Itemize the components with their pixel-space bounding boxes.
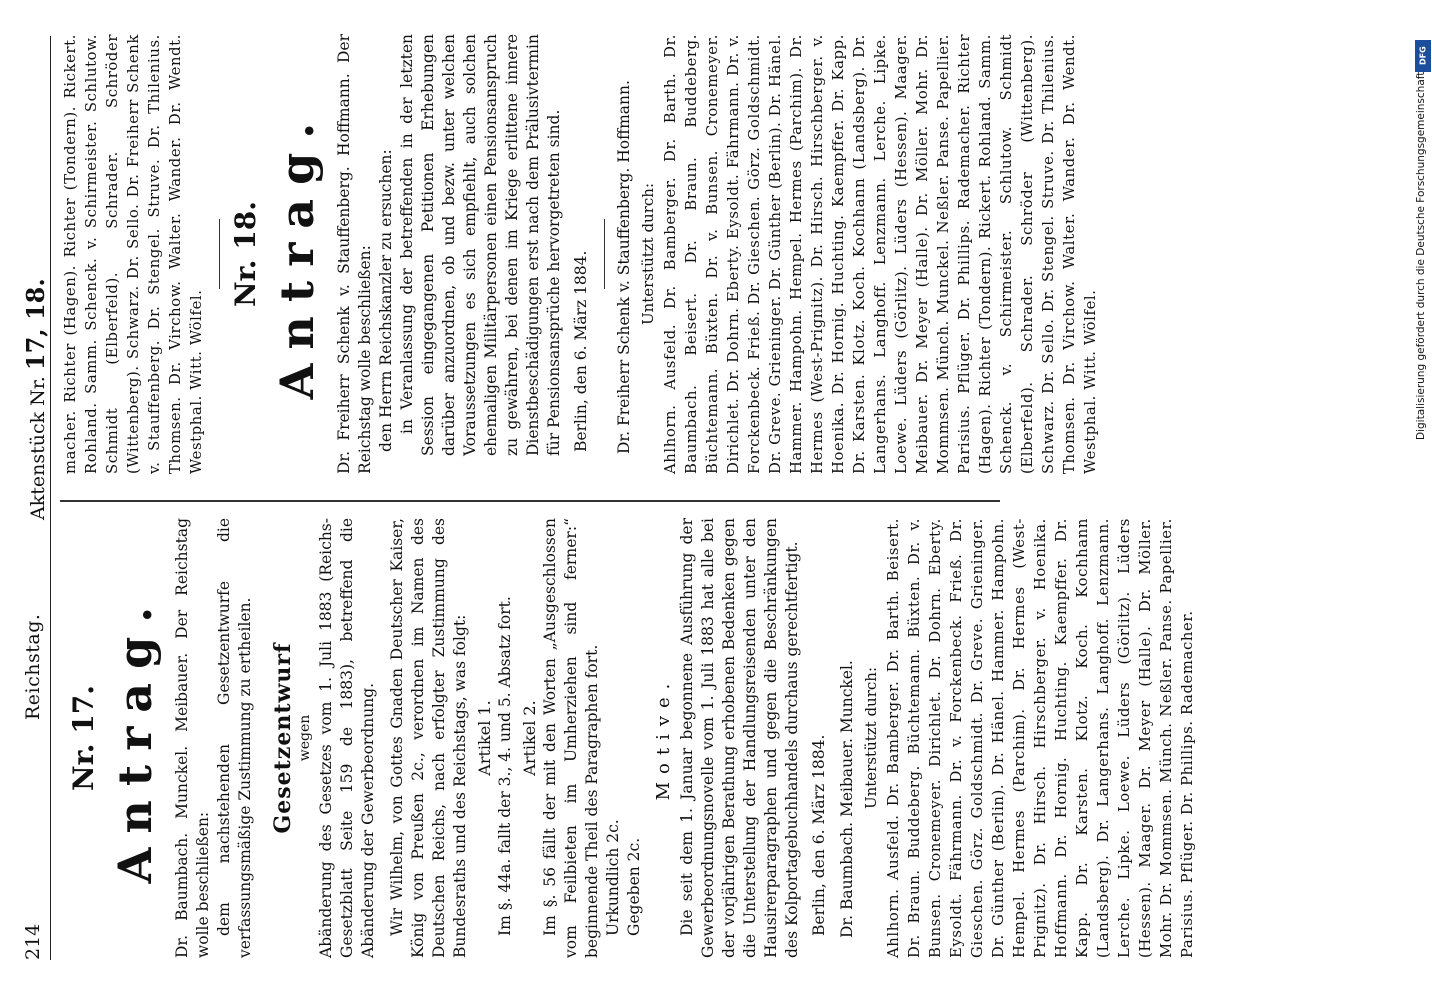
dfg-credit-text: Digitalisierung gefördert durch die Deutsche Forschungsgemeinschaft	[1415, 71, 1427, 440]
antrag18-signers: Dr. Freiherr Schenk v. Stauffenberg. Hoffmann.	[615, 80, 633, 454]
artikel2-text: Im §. 56 fällt der mit den Worten „Ausgeschlossen vom Feilbieten im Umherziehen sind ferner:“ beginnende Theil des Paragraphen fort.	[541, 518, 601, 958]
antrag17-supporters: Ahlhorn. Ausfeld. Dr. Bamberger. Dr. Barth. Beisert. Dr. Braun. Buddeberg. Büchtemann. Büxten. Dr. v. Bunsen. Cronemeyer. Dirichlet. Dr. Dohrn. Eberty. Eysoldt. Fährmann. Dr. v. Forckenbeck. Frieß. Dr. Gieschen. Görz. Goldschmidt. Dr. Greve. Grieninger. Dr. Günther (Berlin). Dr. Hänel. Hammer. Hampohn. Hempel. Hermes (Parchim). Dr. Hermes (West-Prignitz). Dr. Hirsch. Hirschberger. v. Hoenika. Hoffmann. Dr. Hornig. Huchting. Kaempffer. Dr. Kapp. Dr. Karsten. Klotz. Koch. Kochhann (Landsberg). Dr. Langerhans. Langhoff. Lenzmann. Lerche. Lipke. Loewe. Lüders (Görlitz). Lüders (Hessen). Maager. Dr. Meyer (Halle). Dr. Möller. Mohr. Dr. Mommsen. Münch. Neßler. Panse. Papellier. Parisius. Pflüger. Dr. Phillips. Rademacher.	[884, 518, 1196, 958]
antrag18-body: in Veranlassung der betreffenden in der letzten Session eingegangenen Petitionen Erhebungen darüber anzuordnen, ob und bezw. unter welchen Voraussetzungen es sich empfiehlt, auch solchen ehemaligen Militärpersonen einen Pensionsanspruch zu gewähren, bei denen im Kriege erlittene innere Dienstbeschädigungen erst nach dem Prälusivtermin für Pensionsansprüche hervorgetreten sind.	[398, 34, 563, 456]
antrag18-title: Antrag.	[270, 108, 324, 400]
left-column	[60, 518, 1198, 958]
gesetz-description: Abänderung des Gesetzes vom 1. Juli 1883 (Reichs-Gesetzblatt Seite 159 de 1883), betreffend die Abänderung der Gewerbeordnung.	[317, 518, 377, 958]
right-column	[60, 34, 1101, 474]
header-right-numbers: 17, 18.	[21, 278, 50, 371]
antrag18-unterstuetzt: Unterstützt durch:	[638, 182, 657, 326]
column-divider	[60, 501, 1000, 503]
header-right-prefix: Aktenstück Nr.	[27, 376, 49, 520]
preamble: Wir Wilhelm, von Gottes Gnaden Deutscher Kaiser, König von Preußen 2c., verordnen im Namen des Deutschen Reichs, nach erfolgter Zustimmung des Bundesraths und des Reichstags, was folgt:	[388, 518, 469, 958]
section-rule	[219, 219, 220, 289]
nr18-heading: Nr. 18.	[229, 201, 262, 307]
antrag18-intro: Dr. Freiherr Schenk v. Stauffenberg. Hoffmann. Der Reichstag wolle beschließen:	[335, 34, 374, 474]
antrag17-supporters-continued: macher. Richter (Hagen). Richter (Tondern). Rickert. Rohland. Samm. Schenck. v. Schirmeister. Schlutow. Schmidt (Elberfeld). Schrader. Schröder (Wittenberg). Schwarz. Dr. Sello. Dr. Freiherr Schenk v. Stauffenberg. Dr. Stengel. Struve. Dr. Thilenius. Thomsen. Dr. Virchow. Walter. Wander. Dr. Wendt. Westphal. Witt. Wölfel.	[62, 34, 205, 474]
urkundlich: Urkundlich 2c.	[604, 819, 622, 936]
antrag17-date: Berlin, den 6. März 1884.	[810, 734, 828, 936]
antrag17-intro2: dem nachstehenden Gesetzentwurfe die verfassungsmäßige Zustimmung zu ertheilen.	[215, 518, 254, 958]
antrag18-supporters: Ahlhorn. Ausfeld. Dr. Bamberger. Dr. Barth. Dr. Baumbach. Beisert. Dr. Braun. Buddeberg. Büchtemann. Büxten. Dr. v. Bunsen. Cronemeyer. Dirichlet. Dr. Dohrn. Eberty. Eysoldt. Fährmann. Dr. v. Forckenbeck. Frieß. Dr. Gieschen. Görz. Goldschmidt. Dr. Greve. Grieninger. Dr. Günther (Berlin). Dr. Hänel. Hammer. Hampohn. Hempel. Hermes (Parchim). Dr. Hermes (West-Prignitz). Dr. Hirsch. Hirschberger. v. Hoenika. Dr. Hornig. Huchting. Kaempffer. Dr. Kapp. Dr. Karsten. Klotz. Koch. Kochhann (Landsberg). Dr. Langerhans. Langhoff. Lenzmann. Lerche. Lipke. Loewe. Lüders (Görlitz). Lüders (Hessen). Maager. Meibauer. Dr. Meyer (Halle). Dr. Möller. Mohr. Dr. Mommsen. Münch. Munckel. Neßler. Panse. Papellier. Parisius. Pflüger. Dr. Phillips. Rademacher. Richter (Hagen). Richter (Tondern). Rickert. Rohland. Samm. Schenck. v. Schirmeister. Schlutow. Schmidt (Elberfeld). Schrader. Schröder (Wittenberg). Schwarz. Dr. Sello. Dr. Stengel. Struve. Dr. Thilenius. Thomsen. Dr. Virchow. Walter. Wander. Dr. Wendt. Westphal. Witt. Wölfel.	[661, 34, 1099, 474]
motive-title: Motive.	[653, 675, 674, 801]
antrag18-intro2: den Herrn Reichskanzler zu ersuchen:	[377, 149, 395, 452]
page-number: 214	[22, 923, 44, 960]
section-rule-2	[604, 219, 605, 289]
artikel2-title: Artikel 2.	[520, 700, 539, 776]
antrag17-unterstuetzt: Unterstützt durch:	[861, 666, 880, 810]
artikel1-text: Im §. 44a. fallt der 3., 4. und 5. Absatz fort.	[496, 596, 514, 936]
antrag17-signers: Dr. Baumbach. Meibauer. Munckel.	[838, 660, 856, 938]
page-header	[22, 36, 51, 960]
antrag18-date: Berlin, den 6. März 1884.	[572, 250, 590, 452]
header-center: Reichstag.	[22, 613, 44, 720]
nr17-heading: Nr. 17.	[67, 685, 100, 791]
artikel1-title: Artikel 1.	[475, 700, 494, 776]
antrag17-intro: Dr. Baumbach. Munckel. Meibauer. Der Reichstag wolle beschließen:	[173, 518, 212, 958]
wegen-label: wegen	[297, 714, 313, 762]
gesetzentwurf-title: Gesetzentwurf	[270, 642, 296, 834]
motive-text: Die seit dem 1. Januar begonnene Ausführung der Gewerbeordnungsnovelle vom 1. Juli 1883 hat alle bei der vorjährigen Berathung erhobenen Bedenken gegen die Unterstellung der Handlungsreisenden unter den Hausirerparagraphen und gegen die Beschränkungen des Kolportagebuchhandels durchaus gerechtfertigt.	[678, 518, 801, 958]
header-right	[21, 278, 50, 520]
gegeben: Gegeben 2c.	[625, 837, 643, 936]
antrag17-title: Antrag.	[108, 592, 162, 884]
digitization-sidebar	[1415, 40, 1431, 995]
dfg-logo: DFG	[1415, 40, 1431, 72]
